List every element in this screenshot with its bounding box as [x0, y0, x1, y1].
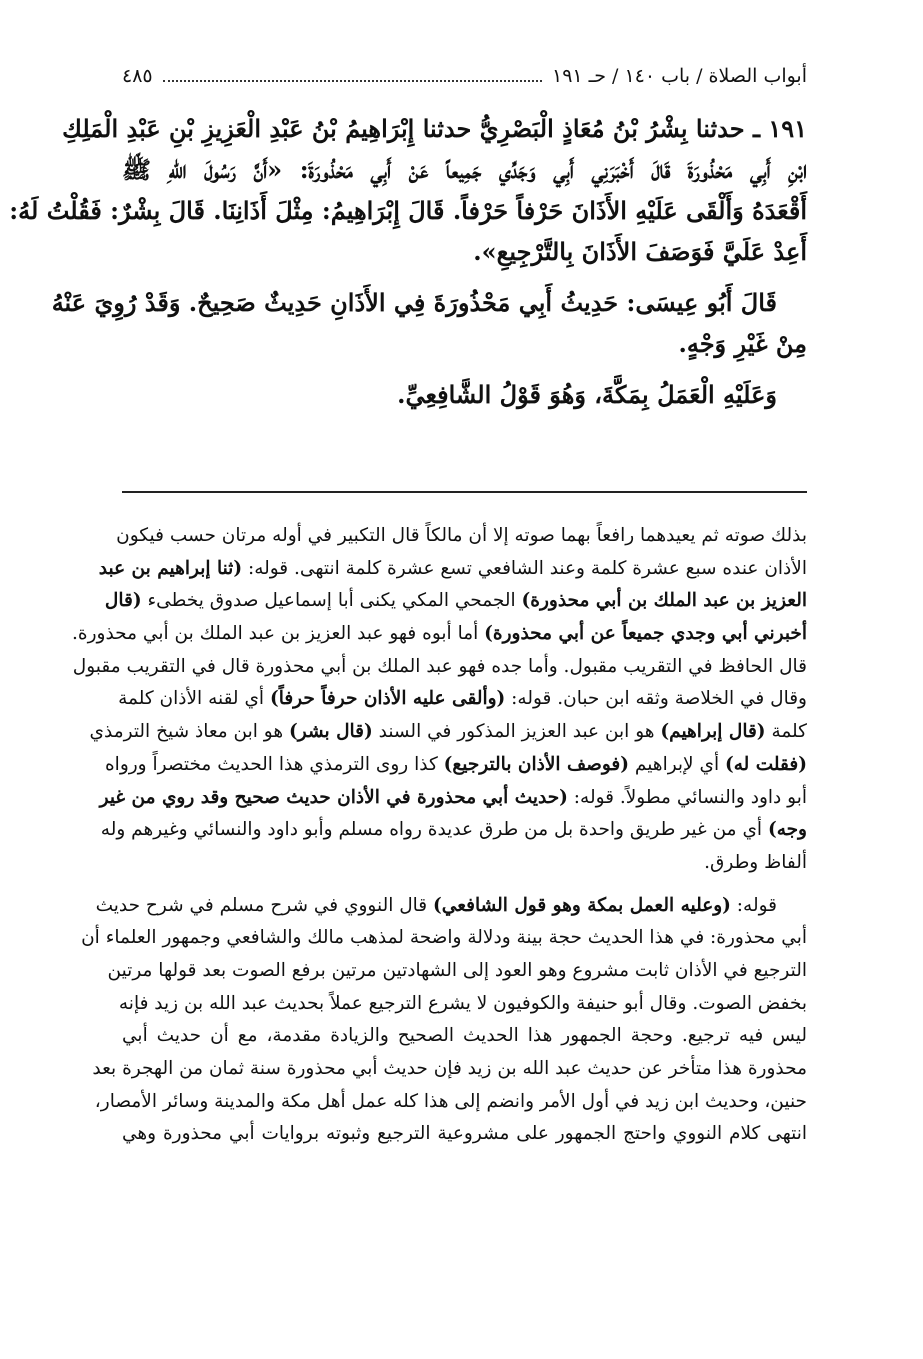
commentary-text: الترجيع في الأذان ثابت مشروع وهو العود إلى الشهادتين مرتين برفع الصوت بعد قولها مرتين — [107, 959, 807, 981]
main-line: مِنْ غَيْرِ وَجْهٍ. — [678, 329, 807, 358]
commentary-text: أما أبوه فهو عبد العزيز بن عبد الملك بن أبي محذورة. — [72, 623, 485, 645]
commentary-text: قال الحافظ في التقريب مقبول. وأما جده فهو عبد الملك بن أبي محذورة قال في التقريب مقبول — [72, 655, 807, 677]
commentary-text: كلمة — [765, 721, 807, 743]
main-line: أَعِدْ عَلَيَّ فَوَصَفَ الأَذَانَ بِالتَّرْجِيعِ». — [473, 237, 807, 266]
running-header — [122, 60, 807, 92]
commentary-text: ألفاظ وطرق. — [704, 851, 807, 873]
quoted-lemma: (قال إبراهيم) — [660, 721, 766, 743]
page-number: ٤٨٥ — [122, 65, 153, 87]
commentary-text: بذلك صوته ثم يعيدهما رافعاً بهما صوته إلا أن مالكاً قال التكبير في أوله مرتان حسب فيكون — [116, 525, 807, 546]
commentary-text: قوله: — [730, 894, 777, 916]
commentary-line — [72, 651, 807, 684]
commentary-line — [118, 988, 807, 1021]
main-line: ١٩١ ـ حدثنا بِشْرُ بْنُ مُعَاذٍ الْبَصْرِيُّ حدثنا إِبْرَاهِيمُ بْنُ عَبْدِ الْعَزِيزِ بْنِ عَبْدِ الْمَلِكِ — [62, 114, 807, 143]
commentary-text: محذورة هذا متأخر عن حديث عبد الله بن زيد فإن حديث أبي محذورة سنة ثمان من الهجرة بعد — [92, 1058, 807, 1079]
commentary-text: هو ابن معاذ شيخ الترمذي — [89, 721, 290, 743]
chapter-title: أبواب الصلاة / باب ١٤٠ / حـ ١٩١ — [551, 65, 807, 87]
commentary-text: أي لإبراهيم — [629, 753, 725, 775]
main-line: وَعَلَيْهِ الْعَمَلُ بِمَكَّةَ، وَهُوَ قَوْلُ الشَّافِعِيِّ. — [397, 380, 777, 409]
commentary-line — [92, 1053, 807, 1086]
quoted-lemma: (حديث أبي محذورة في الأذان حديث صحيح وقد روي من غير — [99, 786, 568, 808]
main-line: ابْنِ أَبِي مَحْذُورَةَ قَالَ أَخْبَرَنِي أَبِي وَجَدِّي جَمِيعاً عَنْ أَبِي مَحْذُورَةَ: «أَنَّ رَسُولَ اللهِ ﷺ — [122, 155, 807, 184]
commentary — [72, 520, 807, 1151]
commentary-text: أي من غير طريق واحدة بل من طرق عديدة رواه مسلم وأبو داود والنسائي وغيرهم وله — [100, 819, 768, 841]
quoted-lemma: (وألقى عليه الأذان حرفاً حرفاً) — [269, 688, 506, 710]
quoted-lemma: (قال بشر) — [289, 721, 373, 743]
commentary-text: الجمحي المكي يكنى أبا إسماعيل صدوق يخطىء — [141, 590, 522, 612]
quoted-lemma: العزيز بن عبد الملك بن أبي محذورة) — [521, 590, 807, 612]
commentary-text: انتهى كلام النووي واحتج الجمهور على مشروعية الترجيع وثبوته بروايات أبي محذورة وهي — [122, 1123, 807, 1145]
quoted-lemma: (فقلت له) — [725, 753, 807, 775]
commentary-line — [98, 553, 807, 586]
quoted-lemma: أخبرني أبي وجدي جميعاً عن أبي محذورة) — [484, 623, 807, 645]
commentary-line — [122, 847, 807, 880]
commentary-line — [122, 1118, 807, 1151]
commentary-text: وقال في الخلاصة وثقه ابن حبان. قوله: — [505, 688, 807, 710]
commentary-text: كذا روى الترمذي هذا الحديث مختصراً ورواه — [104, 753, 444, 775]
quoted-lemma: (ثنا إبراهيم بن عبد — [98, 557, 243, 579]
quoted-lemma: (فوصف الأذان بالترجيع) — [443, 753, 630, 775]
commentary-line — [95, 890, 807, 923]
commentary-line — [122, 1020, 807, 1053]
commentary-line — [104, 585, 807, 618]
commentary-line — [107, 955, 807, 988]
commentary-text: بخفض الصوت. وقال أبو حنيفة والكوفيون لا يشرع الترجيع عملاً بحديث عبد الله بن زيد فإنه — [118, 992, 807, 1014]
commentary-line — [81, 922, 807, 955]
commentary-text: الأذان عنده سبع عشرة كلمة وعند الشافعي تسع عشرة كلمة انتهى. قوله: — [242, 557, 807, 579]
quoted-lemma: (وعليه العمل بمكة وهو قول الشافعي) — [433, 894, 731, 916]
commentary-line — [72, 618, 807, 651]
hadith-text — [9, 108, 807, 415]
commentary-line — [89, 716, 807, 749]
commentary-line — [100, 814, 807, 847]
commentary-line — [99, 782, 807, 815]
commentary-text: هو ابن عبد العزيز المذكور في السند — [372, 721, 661, 743]
footnote-divider — [122, 491, 807, 493]
commentary-text: أبي محذورة: في هذا الحديث حجة بينة ودلالة واضحة لمذهب مالك والشافعي وجمهور العلماء أن — [81, 927, 807, 949]
commentary-text: قال النووي في شرح مسلم في شرح حديث — [95, 894, 434, 916]
quoted-lemma: (قال — [104, 590, 142, 612]
commentary-line — [94, 1086, 807, 1119]
commentary-text: حنين، وحديث ابن زيد في أول الأمر وانضم إلى هذا كله عمل أهل مكة والمدينة وسائر الأمصار، — [94, 1090, 807, 1112]
dotted-leader — [163, 80, 542, 82]
commentary-text: أبو داود والنسائي مطولاً. قوله: — [567, 786, 807, 808]
main-line: أَقْعَدَهُ وَأَلْقَى عَلَيْهِ الأَذَانَ حَرْفاً حَرْفاً. قَالَ إِبْرَاهِيمُ: مِثْلَ أَذَانِنَا. قَالَ بِشْرٌ: فَقُلْتُ لَهُ: — [9, 196, 807, 225]
commentary-text: ليس فيه ترجيع. وحجة الجمهور هذا الحديث الصحيح والزيادة مقدمة، مع أن حديث أبي — [122, 1025, 807, 1047]
commentary-text: أي لقنه الأذان كلمة — [118, 688, 270, 710]
commentary-line — [104, 749, 807, 782]
main-line: قَالَ أَبُو عِيسَى: حَدِيثُ أَبِي مَحْذُورَةَ فِي الأَذَانِ حَدِيثٌ صَحِيحٌ. وَقَدْ رُوِيَ عَنْهُ — [51, 288, 777, 317]
quoted-lemma: وجه) — [767, 819, 807, 841]
commentary-line — [118, 683, 807, 716]
commentary-line — [116, 520, 807, 553]
